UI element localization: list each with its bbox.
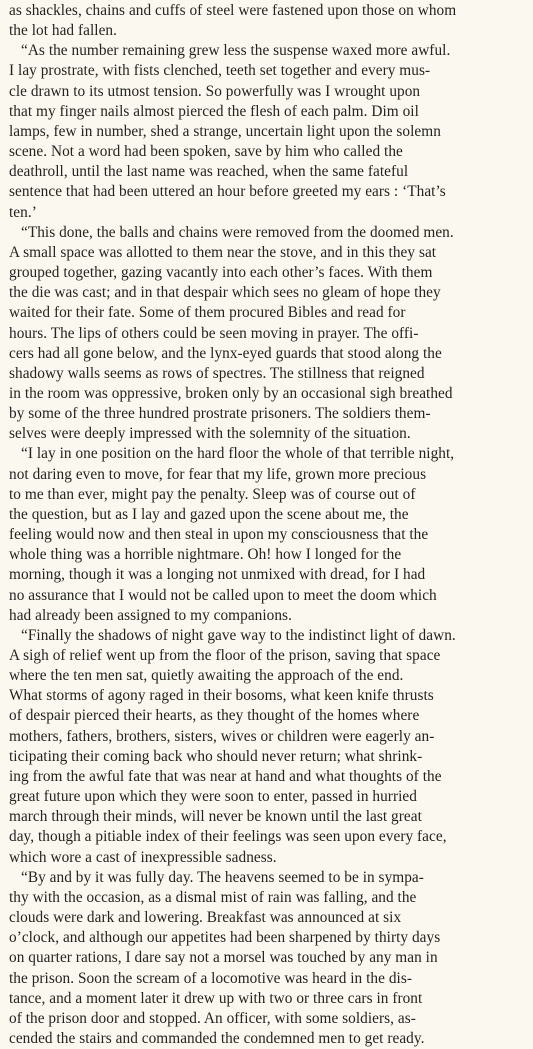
text-line: selves were deeply impressed with the solemnity of the situation. (9, 425, 411, 443)
text-line: whole thing was a horrible nightmare. Oh! how I longed for the (9, 546, 402, 564)
text-line: “As the number remaining grew less the suspense waxed more awful. (21, 42, 451, 60)
text-line: mothers, fathers, brothers, sisters, wives or children were eagerly an- (9, 727, 435, 745)
text-line: “By and by it was fully day. The heavens seemed to be in sympa- (21, 868, 424, 886)
text-line: ticipating their coming back who should never return; what shrink- (9, 747, 423, 765)
text-line: no assurance that I would not be called upon to meet the doom which (9, 586, 437, 604)
text-line: the lot had fallen. (9, 22, 117, 40)
text-line: cle drawn to its utmost tension. So powerfully was I wrought upon (9, 82, 421, 100)
text-line: that my finger nails almost pierced the flesh of each palm. Dim oil (9, 102, 419, 120)
text-line: cended the stairs and commanded the condemned men to get ready. (9, 1029, 425, 1047)
text-line: waited for their fate. Some of them procured Bibles and read for (9, 304, 406, 322)
text-line: clouds were dark and lowering. Breakfast was announced at six (9, 909, 402, 927)
text-line: to me than ever, might pay the penalty. Sleep was of course out of (9, 485, 416, 503)
text-line: “Finally the shadows of night gave way to the indistinct light of dawn. (21, 626, 456, 644)
text-line: as shackles, chains and cuffs of steel were fastened upon those on whom (9, 2, 457, 19)
paragraph (9, 444, 521, 625)
text-line: not daring even to move, for fear that my life, grown more precious (9, 465, 427, 483)
text-line: A sigh of relief went up from the floor of the prison, saving that space (9, 647, 441, 664)
text-line: What storms of agony raged in their bosoms, what keen knife thrusts (9, 687, 434, 705)
text-line: I lay prostrate, with fists clenched, teeth set together and every mus- (9, 62, 431, 80)
text-line: had already been assigned to my companions. (9, 606, 292, 624)
text-line: tance, and a moment later it drew up with two or three cars in front (9, 989, 423, 1007)
text-line: feeling would now and then steal in upon my consciousness that the (9, 526, 429, 544)
paragraph (9, 223, 521, 445)
text-line: o’clock, and although our appetites had been sharpened by thirty days (9, 929, 441, 947)
text-line: cers had all gone below, and the lynx-eyed guards that stood along the (9, 344, 442, 362)
text-line: in the room was oppressive, broken only by an occasional sigh breathed (9, 384, 453, 402)
text-line: the die was cast; and in that despair which sees no gleam of hope they (9, 284, 441, 302)
text-line: morning, though it was a longing not unmixed with dread, for I had (9, 566, 426, 584)
text-line: “I lay in one position on the hard floor the whole of that terrible night, (21, 445, 455, 463)
text-line: ing from the awful fate that was near at hand and what thoughts of the (9, 767, 442, 785)
paragraph (9, 626, 521, 868)
text-line: shadowy walls seems as rows of spectres. The stillness that reigned (9, 364, 425, 382)
text-line: grouped together, gazing vacantly into each other’s faces. With them (9, 264, 433, 282)
text-line: ten.’ (9, 203, 37, 221)
paragraph (9, 868, 521, 1049)
text-line: of despair pierced their hearts, as they thought of the homes where (9, 707, 420, 725)
text-line: hours. The lips of others could be seen moving in prayer. The offi- (9, 324, 419, 342)
text-line: sentence that had been uttered an hour before greeted my ears : ‘That’s (9, 183, 446, 201)
text-line: which wore a cast of inexpressible sadness. (9, 848, 277, 866)
text-body (9, 1, 521, 1049)
text-line: scene. Not a word had been spoken, save by him who called the (9, 143, 403, 161)
paragraph (9, 1, 521, 41)
text-line: lamps, few in number, shed a strange, uncertain light upon the solemn (9, 122, 441, 140)
text-line: thy with the occasion, as a dismal mist of rain was falling, and the (9, 888, 417, 906)
text-line: march through their minds, will never be known until the last great (9, 808, 422, 826)
text-line: A small space was allotted to them near the stove, and in this they sat (9, 243, 437, 261)
text-line: on quarter rations, I dare say not a morsel was touched by any man in (9, 949, 438, 967)
text-line: “This done, the balls and chains were removed from the doomed men. (21, 223, 454, 241)
text-line: great future upon which they were soon to enter, passed in hurried (9, 788, 417, 806)
paragraph (9, 41, 521, 222)
text-line: by some of the three hundred prostrate prisoners. The soldiers them- (9, 405, 431, 423)
text-line: the prison. Soon the scream of a locomotive was heard in the dis- (9, 969, 412, 987)
text-line: deathroll, until the last name was reached, when the same fateful (9, 163, 409, 181)
text-line: where the ten men sat, quietly awaiting the approach of the end. (9, 667, 404, 685)
text-line: of the prison door and stopped. An officer, with some soldiers, as- (9, 1009, 416, 1027)
text-line: the question, but as I lay and gazed upon the scene about me, the (9, 505, 409, 523)
text-line: day, though a pitiable index of their feelings was seen upon every face, (9, 828, 447, 846)
